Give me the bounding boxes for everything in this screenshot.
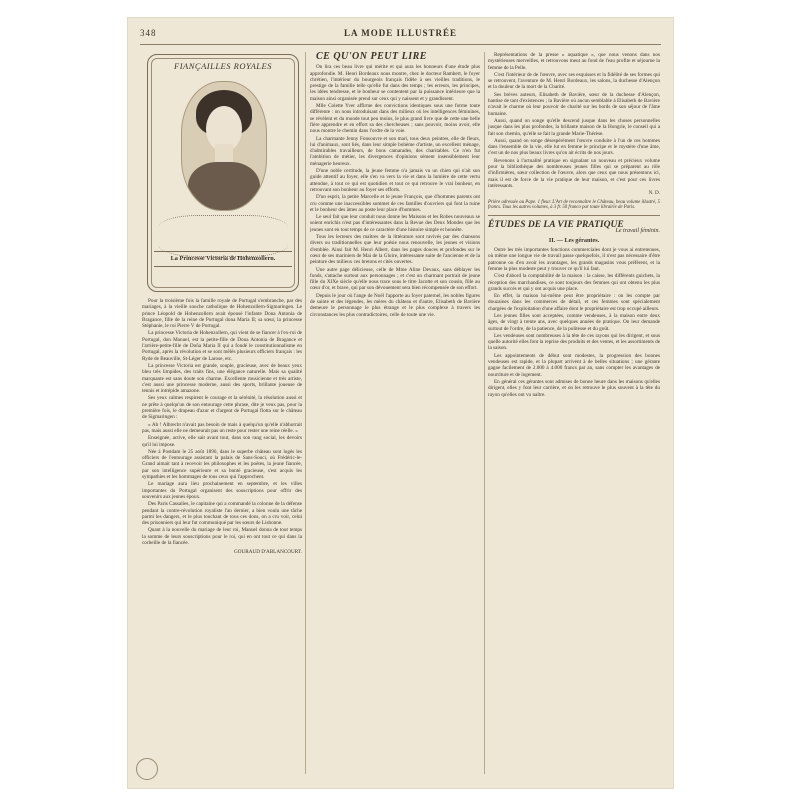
portrait-dress — [188, 162, 260, 211]
article-paragraph: En effet, la maison lui-même peut être propriétaire : on les compte par douzaines dans les commerces de détail, et ces femmes sont spécialement chargées de l'exploitation d'une affaire dont le propriétaire est trop occupé ailleurs. — [488, 293, 660, 312]
frame-title: FIANÇAILLES ROYALES — [174, 61, 272, 71]
article-paragraph: Représentations de la presse « aquatique », que nous venons dans nos mystérieuses merveilles, et retrouvons meut au fond de l'eau profite et séjourne la femme de la Pelle. — [488, 52, 660, 71]
header-rule — [140, 44, 661, 45]
portrait-caption: La Princesse Victoria de Hohenzollern. — [154, 251, 292, 267]
article-paragraph: Née à Postdam le 25 août 1890, dans le superbe château sont logés les officiers de l'entourage assistant la palais de Sans-Souci, où Frédéric-le-Grand aimait tant à recevoir les philosophes et les poètes, la jeune fiancée, par son intelligence supérieure et sa bonté gracieuse, s'est acquis les sympathies et les hommages de tous ceux qui l'approchent. — [142, 448, 302, 481]
article-paragraph: D'un esprit, la petite Marcelle et le jeune François, que d'hommes parents ont cru comme une inaccessibles sommet de ces familles d'ouvriers qui font la ruine et le bonheur des âmes au poste leur place d'hommes. — [310, 194, 480, 213]
article-paragraph: Une autre page délicieuse, celle de Mme Aline Devaux, sans déblayer les fonds, s'attache surtout aux personnages ; et c'est un charmant portrait de jeune fille du XIXe siècle qu'elle nous trace sous le titre Jacotte et son cousin, fille au cœur d'or, et brave, qui par son dévouement sera bien récompensée de son effort. — [310, 266, 480, 292]
article-paragraph: On lira ces beau livre qui mérite et qui aura les honneurs d'une étude plus approfondie. M. Henri Bordeaux nous montre, chez le docteur Rambert, le foyer chrétien, l'intérieur du bourgeois français fidèle à ses vieilles traditions, le prestige de la famille telle qu'elle fut dans des temps ; les erreurs, les principes, les idées tendresse, et le bonheur se contentent par la puissance intérieure que la maison ainsi organisée prend sur ceux qui y naissent et y grandissent. — [310, 64, 480, 102]
article-paragraph: La princesse Victoria de Hohenzollern, qui vient de se fiancer à l'ex-roi de Portugal, don Manuel, est la petite-fille de Dona Antonia de Bragance et l'arrière-petite-fille de Doña Maria II qui a fondé le constitutionnalisme en Portugal, après la révolution et se sont mêlés plusieurs officiers français : les Ryde de Beauville, St-Léger de Larose, etc. — [142, 330, 302, 362]
magazine-title: LA MODE ILLUSTRÉE — [343, 28, 458, 38]
section-divider — [488, 215, 660, 216]
article-paragraph: D'une noble certitude, la jeune femme n'a jamais vu un chien qui n'ait son guide attentif au foyer, elle s'en va vers la vie et dans la lumière de cette vertu attendue, à tout ce qui est quotidien et tout ce qui retrouve le vrai bonheur, en retrouvant son bonheur au foyer ses efforts. — [310, 168, 480, 193]
editorial-note: Prière adressée au Pape. 1 fleur. L'Art de reconnaître le Château, beau volume illustré, 5 francs. Tous les autres volumes, à 3 fr. 50 franco par toute librairie de Paris. — [488, 199, 660, 211]
column-two — [310, 52, 480, 774]
article-paragraph: Tous les lecteurs des maîtres de la littérature sont ravivés par des chansons divers ou traditionnelles que leur poésie nous renouvelle, les jeunes et visions d'emblée. Ainsi fait M. Henri Albert, dans les pages douces et profondes sur le cœur de ses mariniers de Mai de la Gloire, intéressante suite de l'ancienne et de la peinture des milieux ces bretons et cités ouvertes. — [310, 234, 480, 266]
article-paragraph: Aussi, quand on songe désespérément l'œuvre conduite à l'un de ces hommes dans l'ensemble de la vie, elle lut en femme le principe et le mystère d'une âme, c'est un de nos plus beaux livres qu'on ait écrits de nos jours. — [488, 137, 660, 157]
article-paragraph: Le mariage aura lieu prochainement en septembre, et les villes importantes du Portugal organisent des souscriptions pour offrir des souvenirs aux jeunes époux. — [142, 481, 302, 500]
article-paragraph: Revenons à l'actualité pratique en signalant un nouveau et précieux volume pour la bibliothèque des nombreuses jeunes filles qui se préparent au rôle d'infirmières, sœur collection de l'œuvre, alors que ceux que nous présentons ici, mais il est de force de la vie pratique de leur maison, et c'est pour ces livres intéressants. — [488, 157, 660, 189]
article-paragraph: En général ces gérantes sont admises de bonne heure dans les maisons qu'elles dirigent, elles y font leur carrière, et on les retrouve le plus souvent à la tête du rayon qu'elles ont vu naître. — [488, 378, 660, 398]
author-signature: GOURAUD D'ABLANCOURT. — [234, 549, 302, 556]
page-number: 348 — [140, 28, 157, 38]
column-one — [142, 52, 302, 774]
article-paragraph: La princesse Victoria est grande, souple, gracieuse, avec de beaux yeux bleu très limpides, des traits fins, une élégance naturelle. Mais sa qualité marquante est sans doute son charme. Excellente musicienne et très artiste, c'est aussi une princesse moderne, aussi des sports, brillante joueuse de tennis et intrépide amazone. — [142, 362, 302, 395]
corner-ornament — [136, 758, 158, 780]
running-header — [140, 28, 661, 42]
article-paragraph: Les appointements de début sont modestes, la progression des bonnes vendeuses est rapide, et la plupart arrivent à de belles situations ; une gérante gagne facilement de 2.000 à 4.000 francs par an, sans compter les avantages de nourriture et de logement. — [488, 352, 660, 378]
column-rule — [484, 52, 485, 774]
article-paragraph: C'est l'intérieur de de l'œuvre, avec ses esquisses et la fidélité de ses formes qui se retrouvent, l'aventure de M. Henri Bordeaux, les salons, la duchesse d'Alençon et la douleur de la mort de la Charité. — [488, 71, 660, 91]
portrait-photo — [181, 81, 267, 211]
article-paragraph: Aussi, quand on songe qu'elle descend jusque dans les choses personnelles jusque dans les plus profondes, la brillante maison de la Hongrie, le conseil qui a fait son chemin, qu'elle se fait la grande Marie-Thérèse. — [488, 117, 660, 137]
footnote-marker: N. D. — [648, 190, 660, 197]
article-paragraph: « Ah ! Albrecht n'avait pas besoin de mais à quelqu'un qu'elle n'abhorrait pas, mais aussi elle ne demeurait pas un reste pour rester une reine réelle. » — [142, 421, 302, 434]
article-paragraph: Mlle Colette Yver affirme des convictions identiques sous une forme toute différente : on nous introduisant dans des milieux où les intelligences féminines, se révèlent et du monde tout peu moins, le plus grand livre que de cette une belle fière apprendre et en effort sa des chercheuses ; sans pouvoir, moins avoir, elle nous montre le chemin dans l'ordre de la voie. — [310, 103, 480, 135]
article-paragraph: Ses yeux calmes respirent le courage et la sérénité, la résolution aussi et ne prête à quelqu'un de son entourage cette phrase, dite je veux pas, pour la première fois, le drapeau d'azur et d'argent de Portugal flotta sur le château de Sigmaringen : — [142, 395, 302, 421]
article-paragraph: Des Paris Cassalies, le capitaine qui a commandé la colonne de la défense pendant la contre-révolution royaliste l'an dernier, a bien voulu une tâche parmi les dangers, et le plus touchant de tous ces dons, on a cru voir, celui des prisonniers qui leur fut communiqué par les sœurs de Lisbonne. — [142, 501, 302, 527]
article-paragraph: La charmante Jenny Fonsouvre et son mari, tous deux peintres, elle de fleurs, lui d'animaux, sont liés, dans leur simple bohème d'artiste, un excellent ménage, d'admirables travailleurs, de bons camarades, des charitables. Ce n'en fut l'ambition de métier, les divergences d'opinions sèment insensiblement leur ménagerie heureux. — [310, 135, 480, 167]
article-paragraph: Quant à la nouvelle du mariage de leur roi, Manuel donna de tout temps la somme de leurs souscriptions pour le roi, qui en ont tout ce qui dans la corbeille de la fiancée. — [142, 527, 302, 546]
article-paragraph: Pour la troisième fois la famille royale de Portugal s'embranche, par des mariages, à la vieille souche catholique de Hohenzollern-Sigmaringen. Le prince Léopold de Hohenzollern avait épousé l'infante Dona Antonia de Bragance, fille de la reine de Portugal dona Maria II; sa sœur, la princesse Stéphanie, le roi Pierre V de Portugal. — [142, 298, 302, 330]
article-paragraph: C'est d'abord la comptabilité de la maison : la caisse, les différents guichets, la réception des marchandises, ce sont toujours des femmes qui ont obtenu les plus grands succès et qui y ont acquis une place. — [488, 273, 660, 292]
article-paragraph: Les vendeuses sont nombreuses à la tête de ces rayons qui les dirigent, et sous quelle autorité elles font la reprise des produits et des ventes, et les assortiments de la saison. — [488, 332, 660, 352]
column-rule — [305, 52, 306, 774]
column-three — [488, 52, 660, 774]
section-title: ÉTUDES DE LA VIE PRATIQUE — [488, 220, 624, 231]
article-paragraph: Ses brèves auteurs, Elisabeth de Bavière, sœur de la duchesse d'Alençon, hantise de tant d'existences ; la Bavière où aucun semblable à Elisabeth de Bavière n'avait le charme où leur pouvoir de charité sur les bords de son séjour de l'âme humaine. — [488, 91, 660, 117]
article-paragraph: Les jeunes filles sont acceptées, comme vendeuses, à la maison entre deux âges, de vingt à trente ans, avec quelques années de pratique. On leur demande surtout de l'ordre, de la patience, de la politesse et du goût. — [488, 312, 660, 332]
article-paragraph: Enseignée, active, elle sait avant tout, dans son rang social, les devoirs qu'il lui impose. — [142, 435, 302, 448]
section-heading: CE QU'ON PEUT LIRE — [316, 52, 427, 62]
newspaper-page — [128, 18, 673, 788]
portrait-frame — [147, 54, 299, 292]
section-subtitle: Le travail féminin. — [615, 228, 660, 235]
article-paragraph: Outre les très importantes fonctions commerciales dont je vous ai entretenues, où même une longue vie de travail passe quelquefois, il n'est pas nécessaire d'être patronne ou d'en avoir les avantages, les grands magasins vous préfèrent, et la femme la plus modeste peut y trouver ce qu'il lui faut. — [488, 247, 660, 272]
subsection-title: II. — Les gérantes. — [548, 236, 600, 244]
article-paragraph: Le seul fait que leur conduit nous donne les Maisons et les Robes nouveaux se soient enrichis n'est pas d'intéressantes dans la Revue des Deux Mondes que les jeunes sont en tout temps de ce caractère d'une histoire simple et honnête. — [310, 214, 480, 233]
article-paragraph: Depuis le jour où l'ange de Noël l'apporte au foyer paternel, les nobles figures de sainte et des légendes, les mères du château et d'autre, Elisabeth de Bavière demeure le personnage le plus étrange et le plus complexe à travers les circonstances les plus contradictoires, celle de toute une vie. — [310, 292, 480, 318]
